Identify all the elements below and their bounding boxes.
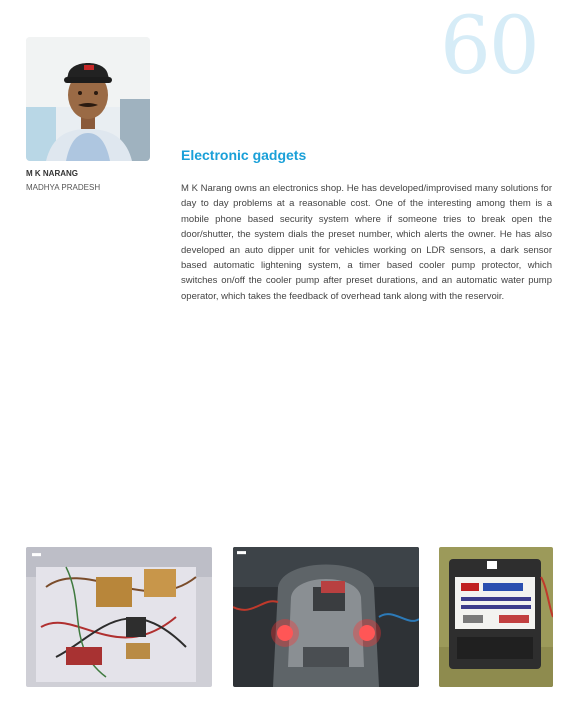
article-body: M K Narang owns an electronics shop. He has developed/improvised many solutions for day to day problems at a reasonable cost. One of the interesting among them is a mobile phone based security system where if someone tries to break open the door/shutter, the system dials the preset number, which alerts the owner. He has also developed an auto dipper unit for vehicles working on LDR sensors, a dark sensor based automatic lightening system, a timer based cooler pump protector, which switches on/off the cooler pump after preset durations, and an automatic water pump operator, which takes the feedback of overhead tank along with the reservoir. — [181, 183, 552, 302]
portrait-photo — [26, 37, 150, 161]
auto-dipper-device-photo — [233, 547, 419, 687]
svg-text:■■■: ■■■ — [32, 552, 42, 558]
circuit-boards-photo — [26, 547, 212, 687]
pump-controller-device-photo — [439, 547, 553, 687]
page-number: 60 — [440, 0, 538, 92]
profile-name: M K NARANG — [26, 169, 78, 178]
svg-text:■■■: ■■■ — [237, 550, 247, 556]
article-title: Electronic gadgets — [181, 147, 307, 163]
profile-location: MADHYA PRADESH — [26, 183, 101, 192]
